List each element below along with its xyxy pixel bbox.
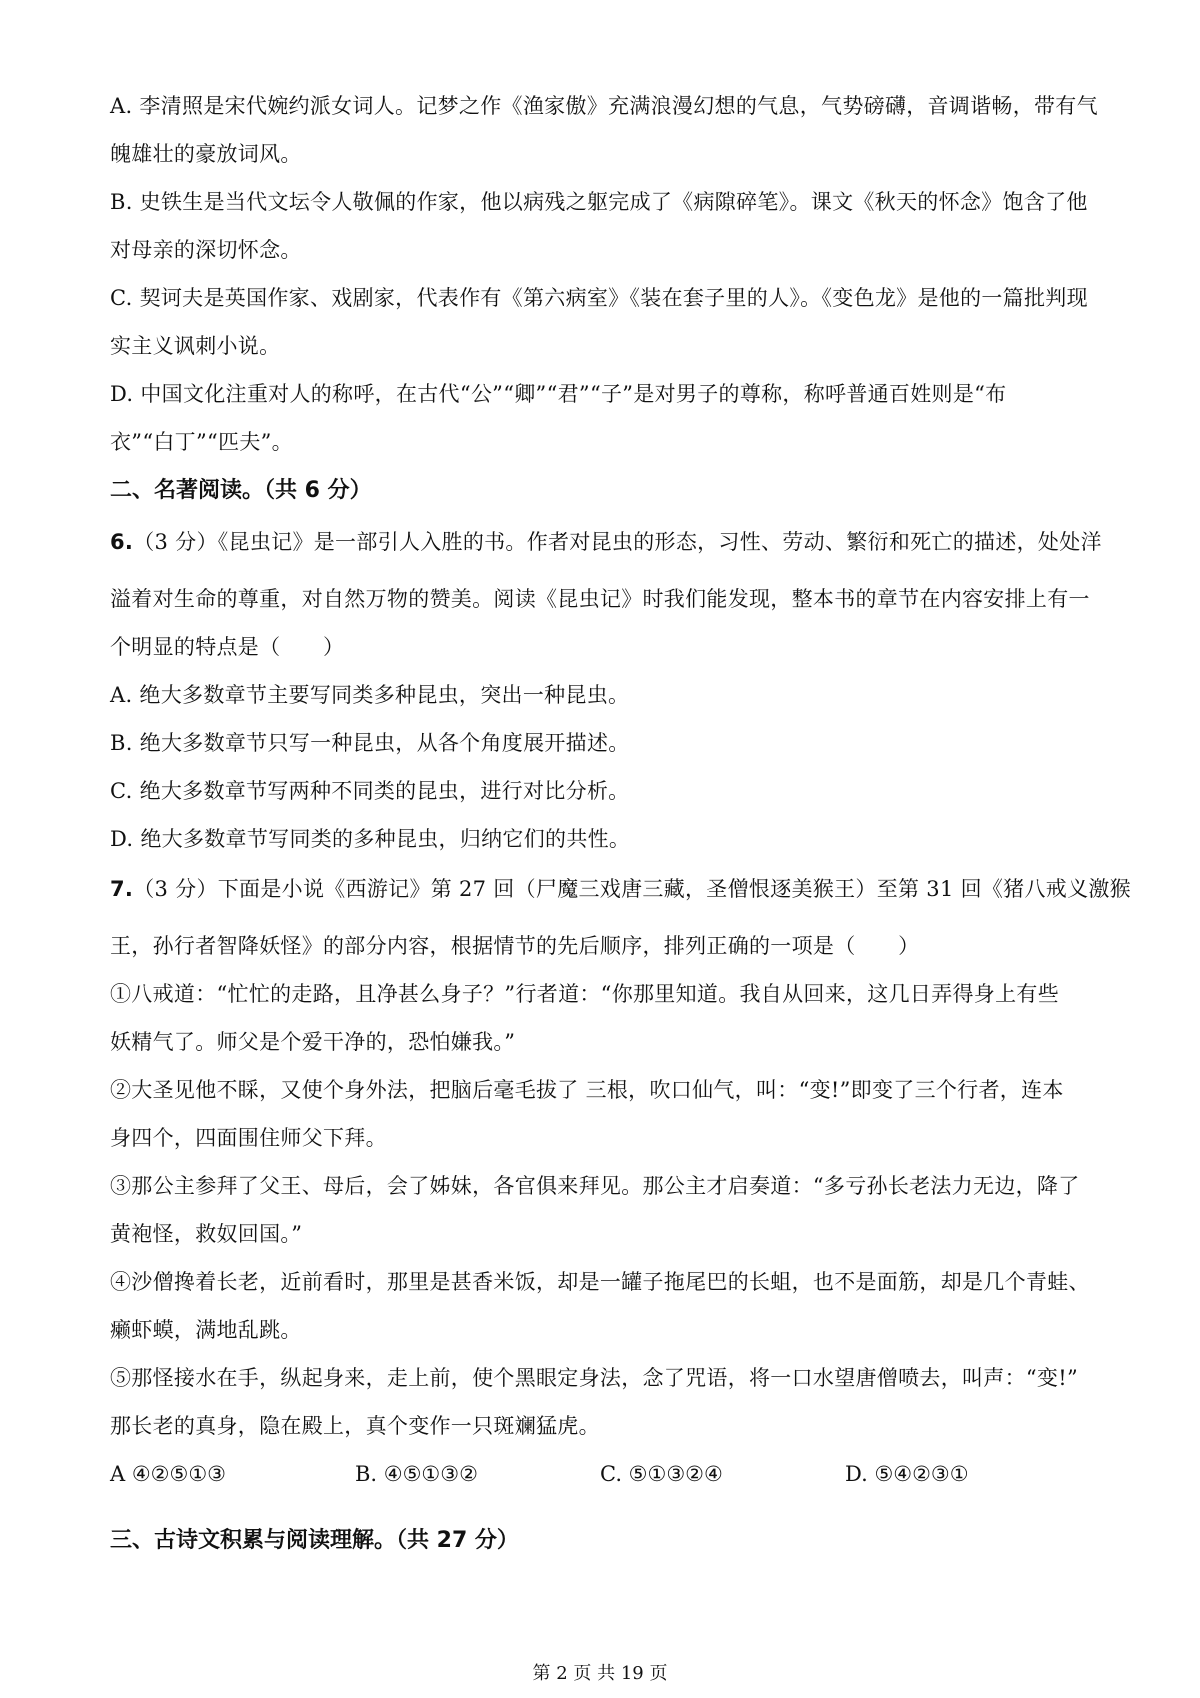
q6-option-a: A. 绝大多数章节主要写同类多种昆虫，突出一种昆虫。 (110, 683, 630, 707)
q5-option-a-line1: A. 李清照是宋代婉约派女词人。记梦之作《渔家傲》充满浪漫幻想的气息，气势磅礴，音调谐畅，带有气 (110, 94, 1098, 118)
section-3-heading: 三、古诗文积累与阅读理解。（共 27 分） (110, 1528, 519, 1553)
q7-stem-line1 (110, 875, 1131, 903)
q5-option-c-line1: C. 契诃夫是英国作家、戏剧家，代表作有《第六病室》《装在套子里的人》。《变色龙》是他的一篇批判现 (110, 286, 1088, 310)
q7-item-3-line2: 黄袍怪，救奴回国。” (110, 1222, 303, 1246)
q5-option-d-line1: D. 中国文化注重对人的称呼，在古代“公”“卿”“君”“子”是对男子的尊称，称呼普通百姓则是“布 (110, 382, 1007, 406)
q5-option-c-line2: 实主义讽刺小说。 (110, 334, 281, 358)
q7-item-4-line2: 癞虾蟆，满地乱跳。 (110, 1318, 302, 1342)
q6-number: 6. (110, 530, 134, 554)
q7-item-3 (110, 1172, 1100, 1248)
q7-item-3-line1: ③那公主参拜了父王、母后，会了姊妹，各官俱来拜见。那公主才启奏道：“多亏孙长老法力无边，降了 (110, 1174, 1080, 1198)
q7-item-4-line1: ④沙僧搀着长老，近前看时，那里是甚香米饭，却是一罐子拖尾巴的长蛆，也不是面筋，却是几个青蛙、 (110, 1270, 1090, 1294)
q5-option-d (110, 380, 1100, 456)
q5-option-b-line2: 对母亲的深切怀念。 (110, 238, 302, 262)
q7-option-d: D. ⑤④②③① (845, 1462, 969, 1486)
q5-option-b (110, 188, 1100, 264)
q7-item-2-line1: ②大圣见他不睬，又使个身外法，把脑后毫毛拔了 三根，吹口仙气，叫：“变!”即变了三个行者，连本 (110, 1078, 1064, 1102)
q5-option-a-line2: 魄雄壮的豪放词风。 (110, 142, 302, 166)
q6-option-d: D. 绝大多数章节写同类的多种昆虫，归纳它们的共性。 (110, 827, 631, 851)
q6-stem-line1 (110, 528, 1100, 556)
q7-item-1 (110, 980, 1100, 1056)
q5-option-b-line1: B. 史铁生是当代文坛令人敬佩的作家，他以病残之躯完成了《病隙碎笔》。课文《秋天的怀念》饱含了他 (110, 190, 1088, 214)
q7-stem-line2: 王，孙行者智降妖怪》的部分内容，根据情节的先后顺序，排列正确的一项是（ ） (110, 934, 920, 958)
q7-item-1-line2: 妖精气了。师父是个爱干净的，恐怕嫌我。” (110, 1030, 516, 1054)
page-content (110, 92, 1131, 1556)
q7-option-a: A ④②⑤①③ (110, 1462, 226, 1486)
q5-option-d-line2: 衣”“白丁”“匹夫”。 (110, 430, 293, 454)
q7-item-5-line2: 那长老的真身，隐在殿上，真个变作一只斑斓猛虎。 (110, 1414, 600, 1438)
q5-option-c (110, 284, 1100, 360)
q7-options (110, 1460, 1100, 1488)
q7-item-2 (110, 1076, 1100, 1152)
q7-stem-text: （3 分）下面是小说《西游记》第 27 回（尸魔三戏唐三藏，圣僧恨逐美猴王）至第 31 回《猪八戒义激猴 (133, 877, 1131, 901)
q5-option-a (110, 92, 1100, 168)
q7-option-c: C. ⑤①③②④ (600, 1462, 723, 1486)
page-footer: 第 2 页 共 19 页 (532, 1663, 668, 1684)
q6-option-b: B. 绝大多数章节只写一种昆虫，从各个角度展开描述。 (110, 731, 630, 755)
q7-item-5-line1: ⑤那怪接水在手，纵起身来，走上前，使个黑眼定身法，念了咒语，将一口水望唐僧喷去，叫声：“变!” (110, 1366, 1079, 1390)
section-2-heading: 二、名著阅读。（共 6 分） (110, 478, 372, 503)
q7-option-b: B. ④⑤①③② (355, 1462, 478, 1486)
q7-number: 7. (110, 877, 134, 901)
q6-stem-line3: 个明显的特点是（ ） (110, 635, 345, 659)
q6-option-c: C. 绝大多数章节写两种不同类的昆虫，进行对比分析。 (110, 779, 630, 803)
q6-stem-line2: 溢着对生命的尊重，对自然万物的赞美。阅读《昆虫记》时我们能发现，整本书的章节在内容安排上有一 (110, 587, 1090, 611)
q7-item-5 (110, 1364, 1100, 1440)
q7-item-4 (110, 1268, 1100, 1344)
q6-stem-text: （3 分）《昆虫记》是一部引人入胜的书。作者对昆虫的形态，习性、劳动、繁衍和死亡的描述，处处洋 (133, 530, 1102, 554)
q7-item-1-line1: ①八戒道：“忙忙的走路，且净甚么身子？”行者道：“你那里知道。我自从回来，这几日弄得身上有些 (110, 982, 1060, 1006)
q7-item-2-line2: 身四个，四面围住师父下拜。 (110, 1126, 387, 1150)
